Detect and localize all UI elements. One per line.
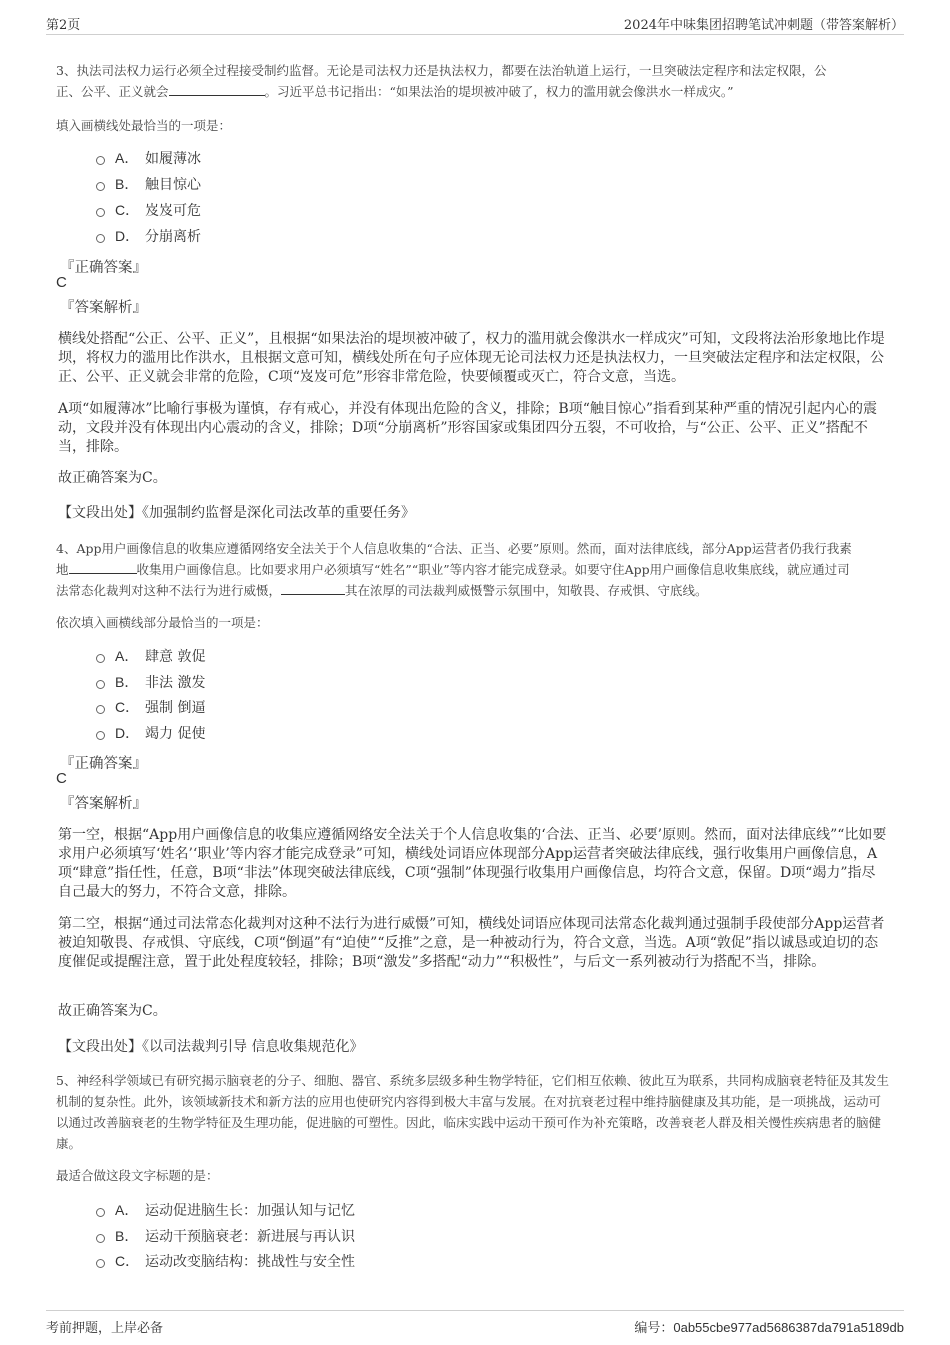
analysis-conclusion: 故正确答案为C。 bbox=[58, 470, 167, 486]
question-3-line-2: 正、公平、正义就会 。习近平总书记指出：“如果法治的堤坝被冲破了，权力的滥用就会像洪水一样成灾。” bbox=[56, 84, 734, 99]
radio-icon[interactable] bbox=[96, 208, 105, 217]
question-4-prompt: 依次填入画横线部分最恰当的一项是： bbox=[56, 615, 269, 630]
question-5-prompt: 最适合做这段文字标题的是： bbox=[56, 1168, 219, 1183]
radio-icon[interactable] bbox=[96, 1234, 105, 1243]
correct-answer-label: 『正确答案』 bbox=[60, 260, 147, 276]
question-4-option-c[interactable]: C． 强制 倒逼 bbox=[96, 697, 205, 717]
question-4-option-a[interactable]: A． 肆意 敦促 bbox=[96, 646, 205, 666]
document-code: 编号：0ab55cbe977ad5686387da791a5189db bbox=[634, 1320, 904, 1336]
question-3-option-c[interactable]: C． 岌岌可危 bbox=[96, 200, 201, 220]
question-3-option-b[interactable]: B． 触目惊心 bbox=[96, 174, 201, 194]
question-3-prompt: 填入画横线处最恰当的一项是： bbox=[56, 118, 232, 133]
page-footer bbox=[46, 1310, 904, 1337]
correct-answer-label: 『正确答案』 bbox=[60, 756, 147, 772]
question-3-option-a[interactable]: A． 如履薄冰 bbox=[96, 148, 201, 168]
analysis-conclusion: 故正确答案为C。 bbox=[58, 1003, 167, 1019]
question-3-option-d[interactable]: D． 分崩离析 bbox=[96, 226, 201, 246]
question-5-option-c[interactable]: C． 运动改变脑结构：挑战性与安全性 bbox=[96, 1251, 355, 1271]
radio-icon[interactable] bbox=[96, 1259, 105, 1268]
question-4-line-3: 法常态化裁判对这种不法行为进行威慑， 其在浓厚的司法裁判威慑警示氛围中，知敬畏、存戒惧、守底线。 bbox=[56, 583, 708, 598]
correct-answer: C bbox=[56, 770, 67, 787]
analysis-paragraph: 第一空，根据“App用户画像信息的收集应遵循网络安全法关于个人信息收集的‘合法、正当、必要’原则。然而，面对法律底线”“比如要求用户必须填写‘姓名’‘职业’等内容才能完成登录”可知，横线处词语应体现部分App运营者突破法律底线，强行收集用户画像信息，A项“肆意”指任性，任意，B项“非法”体现突破法律底线，C项“强制”体现强行收集用户画像信息，均符合文意，保留。D项“竭力”指尽自己最大的努力，不符合文意，排除。 bbox=[58, 827, 887, 900]
radio-icon[interactable] bbox=[96, 705, 105, 714]
correct-answer: C bbox=[56, 274, 67, 291]
analysis-paragraph: A项“如履薄冰”比喻行事极为谨慎，存有戒心，并没有体现出危险的含义，排除；B项“触目惊心”指看到某种严重的情况引起内心的震动，文段并没有体现出内心震动的含义，排除；D项“分崩离析”形容国家或集团四分五裂，不可收拾，与“公正、公平、正义”搭配不当，排除。 bbox=[58, 401, 878, 455]
analysis-paragraph: 第二空，根据“通过司法常态化裁判对这种不法行为进行威慑”可知，横线处词语应体现司法常态化裁判通过强制手段使部分App运营者被迫知敬畏、存戒惧、守底线，C项“倒逼”有“迫使”“反推”之意，是一种被动行为，符合文意，当选。A项“敦促”指以诚恳或迫切的态度催促或提醒注意，置于此处程度较轻，排除；B项“激发”多搭配“动力”“积极性”，与后文一系列被动行为搭配不当，排除。 bbox=[58, 916, 885, 970]
source-citation: 【文段出处】《加强制约监督是深化司法改革的重要任务》 bbox=[58, 505, 415, 521]
document-title: 2024年中味集团招聘笔试冲刺题（带答案解析） bbox=[623, 18, 904, 33]
question-4-option-d[interactable]: D． 竭力 促使 bbox=[96, 723, 205, 743]
answer-blank bbox=[169, 83, 265, 96]
page-number: 第2页 bbox=[46, 18, 81, 33]
radio-icon[interactable] bbox=[96, 654, 105, 663]
radio-icon[interactable] bbox=[96, 156, 105, 165]
analysis-paragraph: 横线处搭配“公正、公平、正义”，且根据“如果法治的堤坝被冲破了，权力的滥用就会像洪水一样成灾”可知，文段将法治形象地比作堤坝，将权力的滥用比作洪水，且根据文意可知，横线处所在句子应体现无论司法权力还是执法权力，一旦突破法定程序和法定权限，公正、公平、正义就会非常的危险，C项“岌岌可危”形容非常危险，快要倾覆或灭亡，符合文意，当选。 bbox=[58, 331, 885, 385]
analysis-label: 『答案解析』 bbox=[60, 300, 147, 316]
question-5-option-b[interactable]: B． 运动干预脑衰老：新进展与再认识 bbox=[96, 1226, 355, 1246]
radio-icon[interactable] bbox=[96, 182, 105, 191]
question-5-option-a[interactable]: A． 运动促进脑生长：加强认知与记忆 bbox=[96, 1200, 355, 1220]
radio-icon[interactable] bbox=[96, 680, 105, 689]
radio-icon[interactable] bbox=[96, 1208, 105, 1217]
question-4-option-b[interactable]: B． 非法 激发 bbox=[96, 672, 205, 692]
analysis-label: 『答案解析』 bbox=[60, 796, 147, 812]
answer-blank bbox=[69, 561, 137, 574]
question-3-text bbox=[56, 60, 892, 102]
source-citation: 【文段出处】《以司法裁判引导 信息收集规范化》 bbox=[58, 1039, 364, 1055]
page-header bbox=[46, 14, 904, 35]
radio-icon[interactable] bbox=[96, 234, 105, 243]
question-4-line-1: 4、App用户画像信息的收集应遵循网络安全法关于个人信息收集的“合法、正当、必要”原则。然而，面对法律底线，部分App运营者仍我行我素 bbox=[56, 541, 852, 556]
question-3-line-1: 3、执法司法权力运行必须全过程接受制约监督。无论是司法权力还是执法权力，都要在法治轨道上运行，一旦突破法定程序和法定权限，公 bbox=[56, 63, 827, 78]
answer-blank bbox=[281, 582, 345, 595]
radio-icon[interactable] bbox=[96, 731, 105, 740]
question-4-line-2: 地 收集用户画像信息。比如要求用户必须填写“姓名”“职业”等内容才能完成登录。如要守住App用户画像信息收集底线，就应通过司 bbox=[56, 562, 850, 577]
footer-slogan: 考前押题，上岸必备 bbox=[46, 1321, 164, 1336]
question-5-text: 5、神经科学领域已有研究揭示脑衰老的分子、细胞、器官、系统多层级多种生物学特征，它们相互依赖、彼此互为联系，共同构成脑衰老特征及其发生机制的复杂性。此外，该领域新技术和新方法的应用也使研究内容得到极大丰富与发展。在对抗衰老过程中维持脑健康及其功能，是一项挑战，运动可以通过改善脑衰老的生物学特征及生理功能，促进脑的可塑性。因此，临床实践中运动干预可作为补充策略，改善衰老人群及相关慢性疾病患者的脑健康。 bbox=[56, 1073, 889, 1151]
question-4-text bbox=[56, 538, 892, 601]
